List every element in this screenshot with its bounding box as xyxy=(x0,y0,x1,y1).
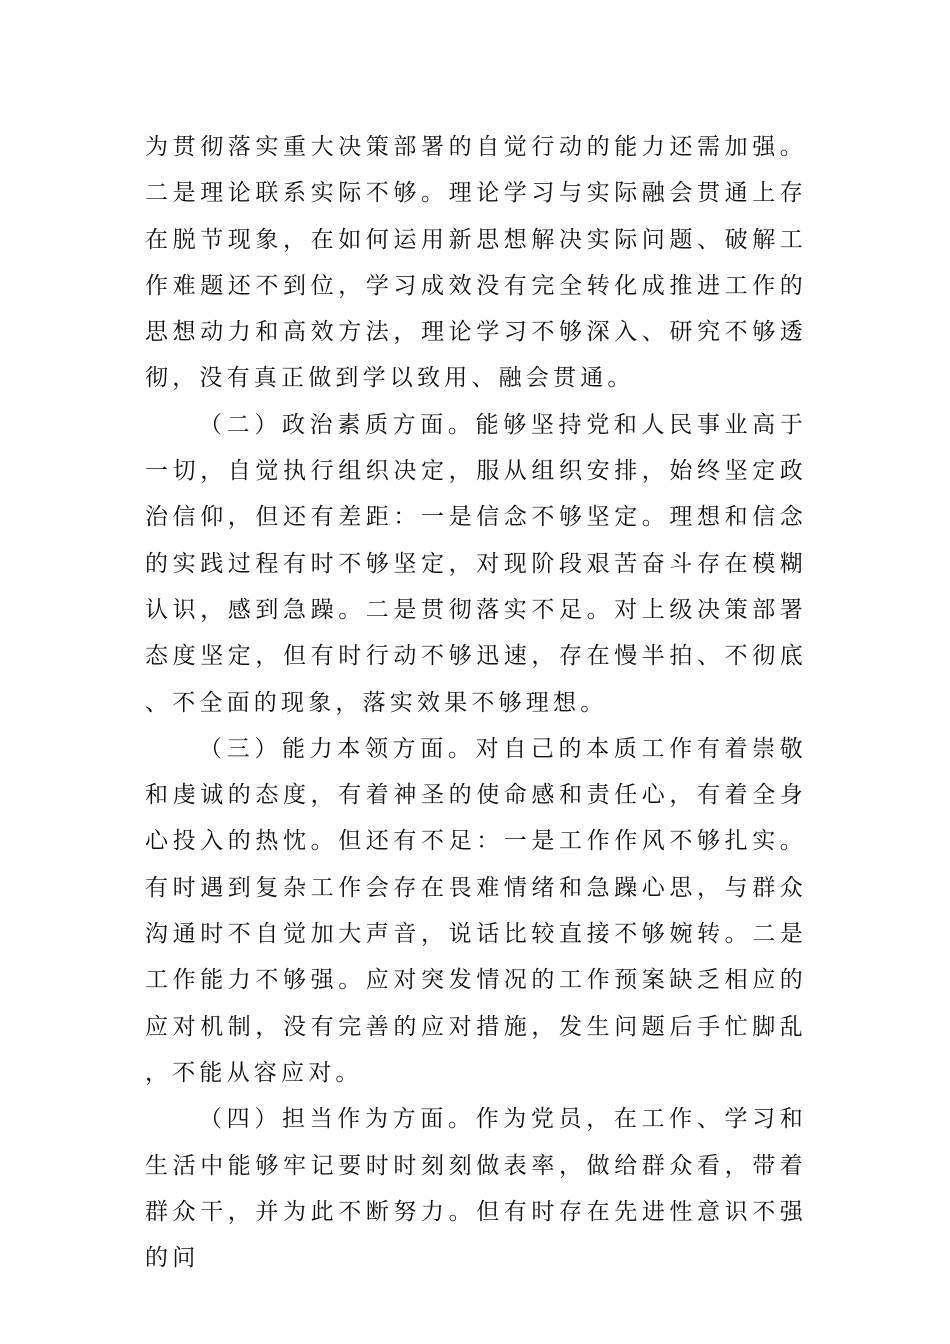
paragraph-continuation: 为贯彻落实重大决策部署的自觉行动的能力还需加强。二是理论联系实际不够。理论学习与实际融会贯通上存在脱节现象，在如何运用新思想解决实际问题、破解工作难题还不到位，学习成效没有完全转化成推进工作的思想动力和高效方法，理论学习不够深入、研究不够透彻，没有真正做到学以致用、融会贯通。 xyxy=(145,134,807,392)
paragraph-responsibility: （四）担当作为方面。作为党员，在工作、学习和生活中能够牢记要时时刻刻做表率，做给群众看，带着群众干，并为此不断努力。但有时存在先进性意识不强的问 xyxy=(145,1106,807,1272)
document-page xyxy=(145,124,807,1281)
paragraph-ability: （三）能力本领方面。对自己的本质工作有着崇敬和虔诚的态度，有着神圣的使命感和责任心，有着全身心投入的热忱。但还有不足：一是工作作风不够扎实。有时遇到复杂工作会存在畏难情绪和急躁心思，与群众沟通时不自觉加大声音，说话比较直接不够婉转。二是工作能力不够强。应对突发情况的工作预案缺乏相应的应对机制，没有完善的应对措施，发生问题后手忙脚乱，不能从容应对。 xyxy=(145,735,807,1086)
paragraph-political-quality: （二）政治素质方面。能够坚持党和人民事业高于一切，自觉执行组织决定，服从组织安排，始终坚定政治信仰，但还有差距：一是信念不够坚定。理想和信念的实践过程有时不够坚定，对现阶段艰苦奋斗存在模糊认识，感到急躁。二是贯彻落实不足。对上级决策部署态度坚定，但有时行动不够迅速，存在慢半拍、不彻底、不全面的现象，落实效果不够理想。 xyxy=(145,411,807,716)
